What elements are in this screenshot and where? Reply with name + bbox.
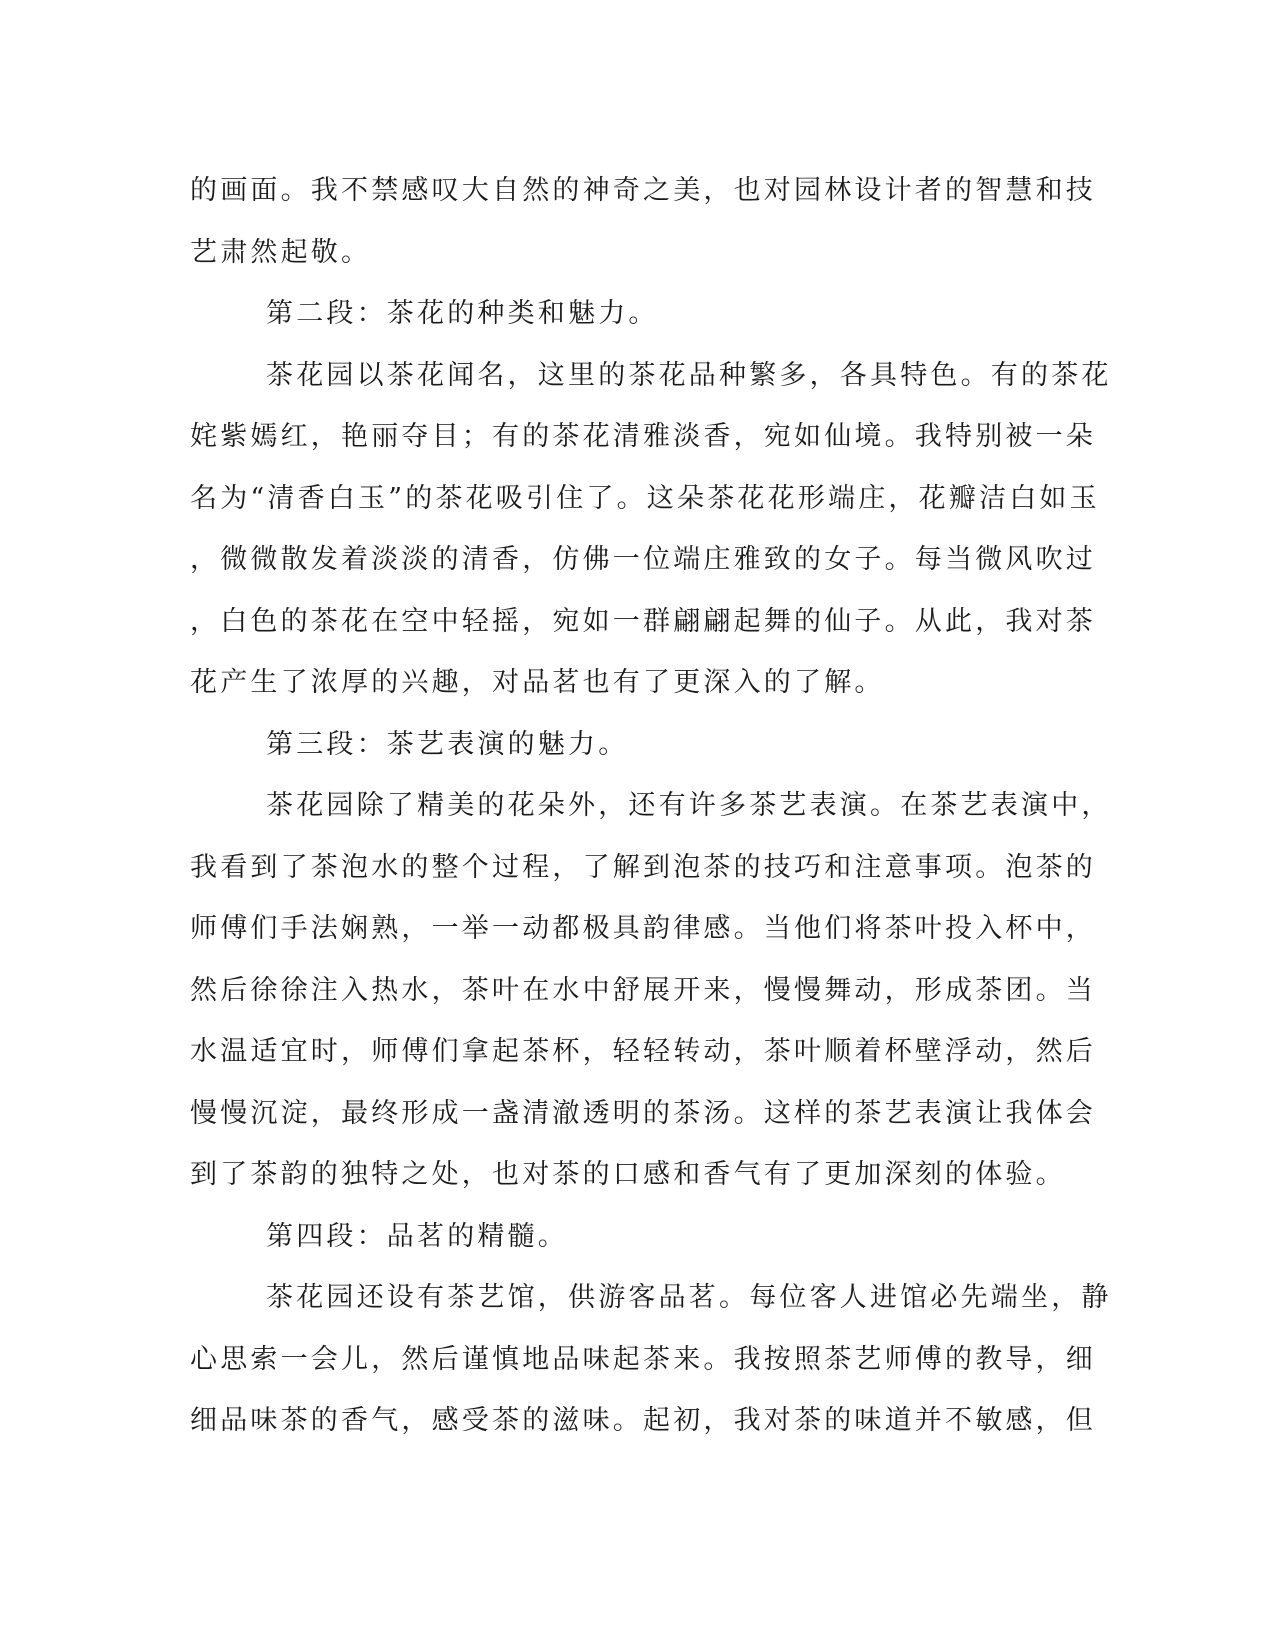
text-line: 名为“清香白玉”的茶花吸引住了。这朵茶花花形端庄，花瓣洁白如玉 [190,482,1100,514]
text-line: 花产生了浓厚的兴趣，对品茗也有了更深入的了解。 [190,667,885,698]
text-line: 的画面。我不禁感叹大自然的神奇之美，也对园林设计者的智慧和技 [190,175,1096,206]
text-line: 茶花园以茶花闻名，这里的茶花品种繁多，各具特色。有的茶花 [266,359,1112,391]
text-line: 茶花园除了精美的花朵外，还有许多茶艺表演。在茶艺表演中， [266,790,1112,821]
text-line: 我看到了茶泡水的整个过程，了解到泡茶的技巧和注意事项。泡茶的 [190,851,1096,883]
section-heading: 第四段：品茗的精髓。 [266,1220,568,1252]
text-line: 细品味茶的香气，感受茶的滋味。起初，我对茶的味道并不敏感，但 [190,1405,1096,1436]
text-line: 到了茶韵的独特之处，也对茶的口感和香气有了更加深刻的体验。 [190,1159,1066,1190]
text-line: 然后徐徐注入热水，茶叶在水中舒展开来，慢慢舞动，形成茶团。当 [190,974,1096,1006]
text-line: 艺肃然起敬。 [190,236,372,268]
section-heading: 第三段：茶艺表演的魅力。 [266,728,629,760]
text-line: 心思索一会儿，然后谨慎地品味起茶来。我按照茶艺师傅的教导，细 [190,1343,1096,1375]
text-line: 水温适宜时，师傅们拿起茶杯，轻轻转动，茶叶顺着杯壁浮动，然后 [190,1036,1096,1067]
section-heading: 第二段：茶花的种类和魅力。 [266,298,659,329]
document-body [190,160,1112,1452]
text-line: 师傅们手法娴熟，一举一动都极具韵律感。当他们将茶叶投入杯中， [190,913,1096,944]
text-line: ，白色的茶花在空中轻摇，宛如一群翩翩起舞的仙子。从此，我对茶 [190,605,1096,637]
text-line: ，微微散发着淡淡的清香，仿佛一位端庄雅致的女子。每当微风吹过 [190,544,1096,575]
text-line: 慢慢沉淀，最终形成一盏清澈透明的茶汤。这样的茶艺表演让我体会 [190,1097,1096,1129]
text-line: 茶花园还设有茶艺馆，供游客品茗。每位客人进馆必先端坐，静 [266,1282,1112,1313]
text-line: 姹紫嫣红，艳丽夺目；有的茶花清雅淡香，宛如仙境。我特别被一朵 [190,421,1096,452]
